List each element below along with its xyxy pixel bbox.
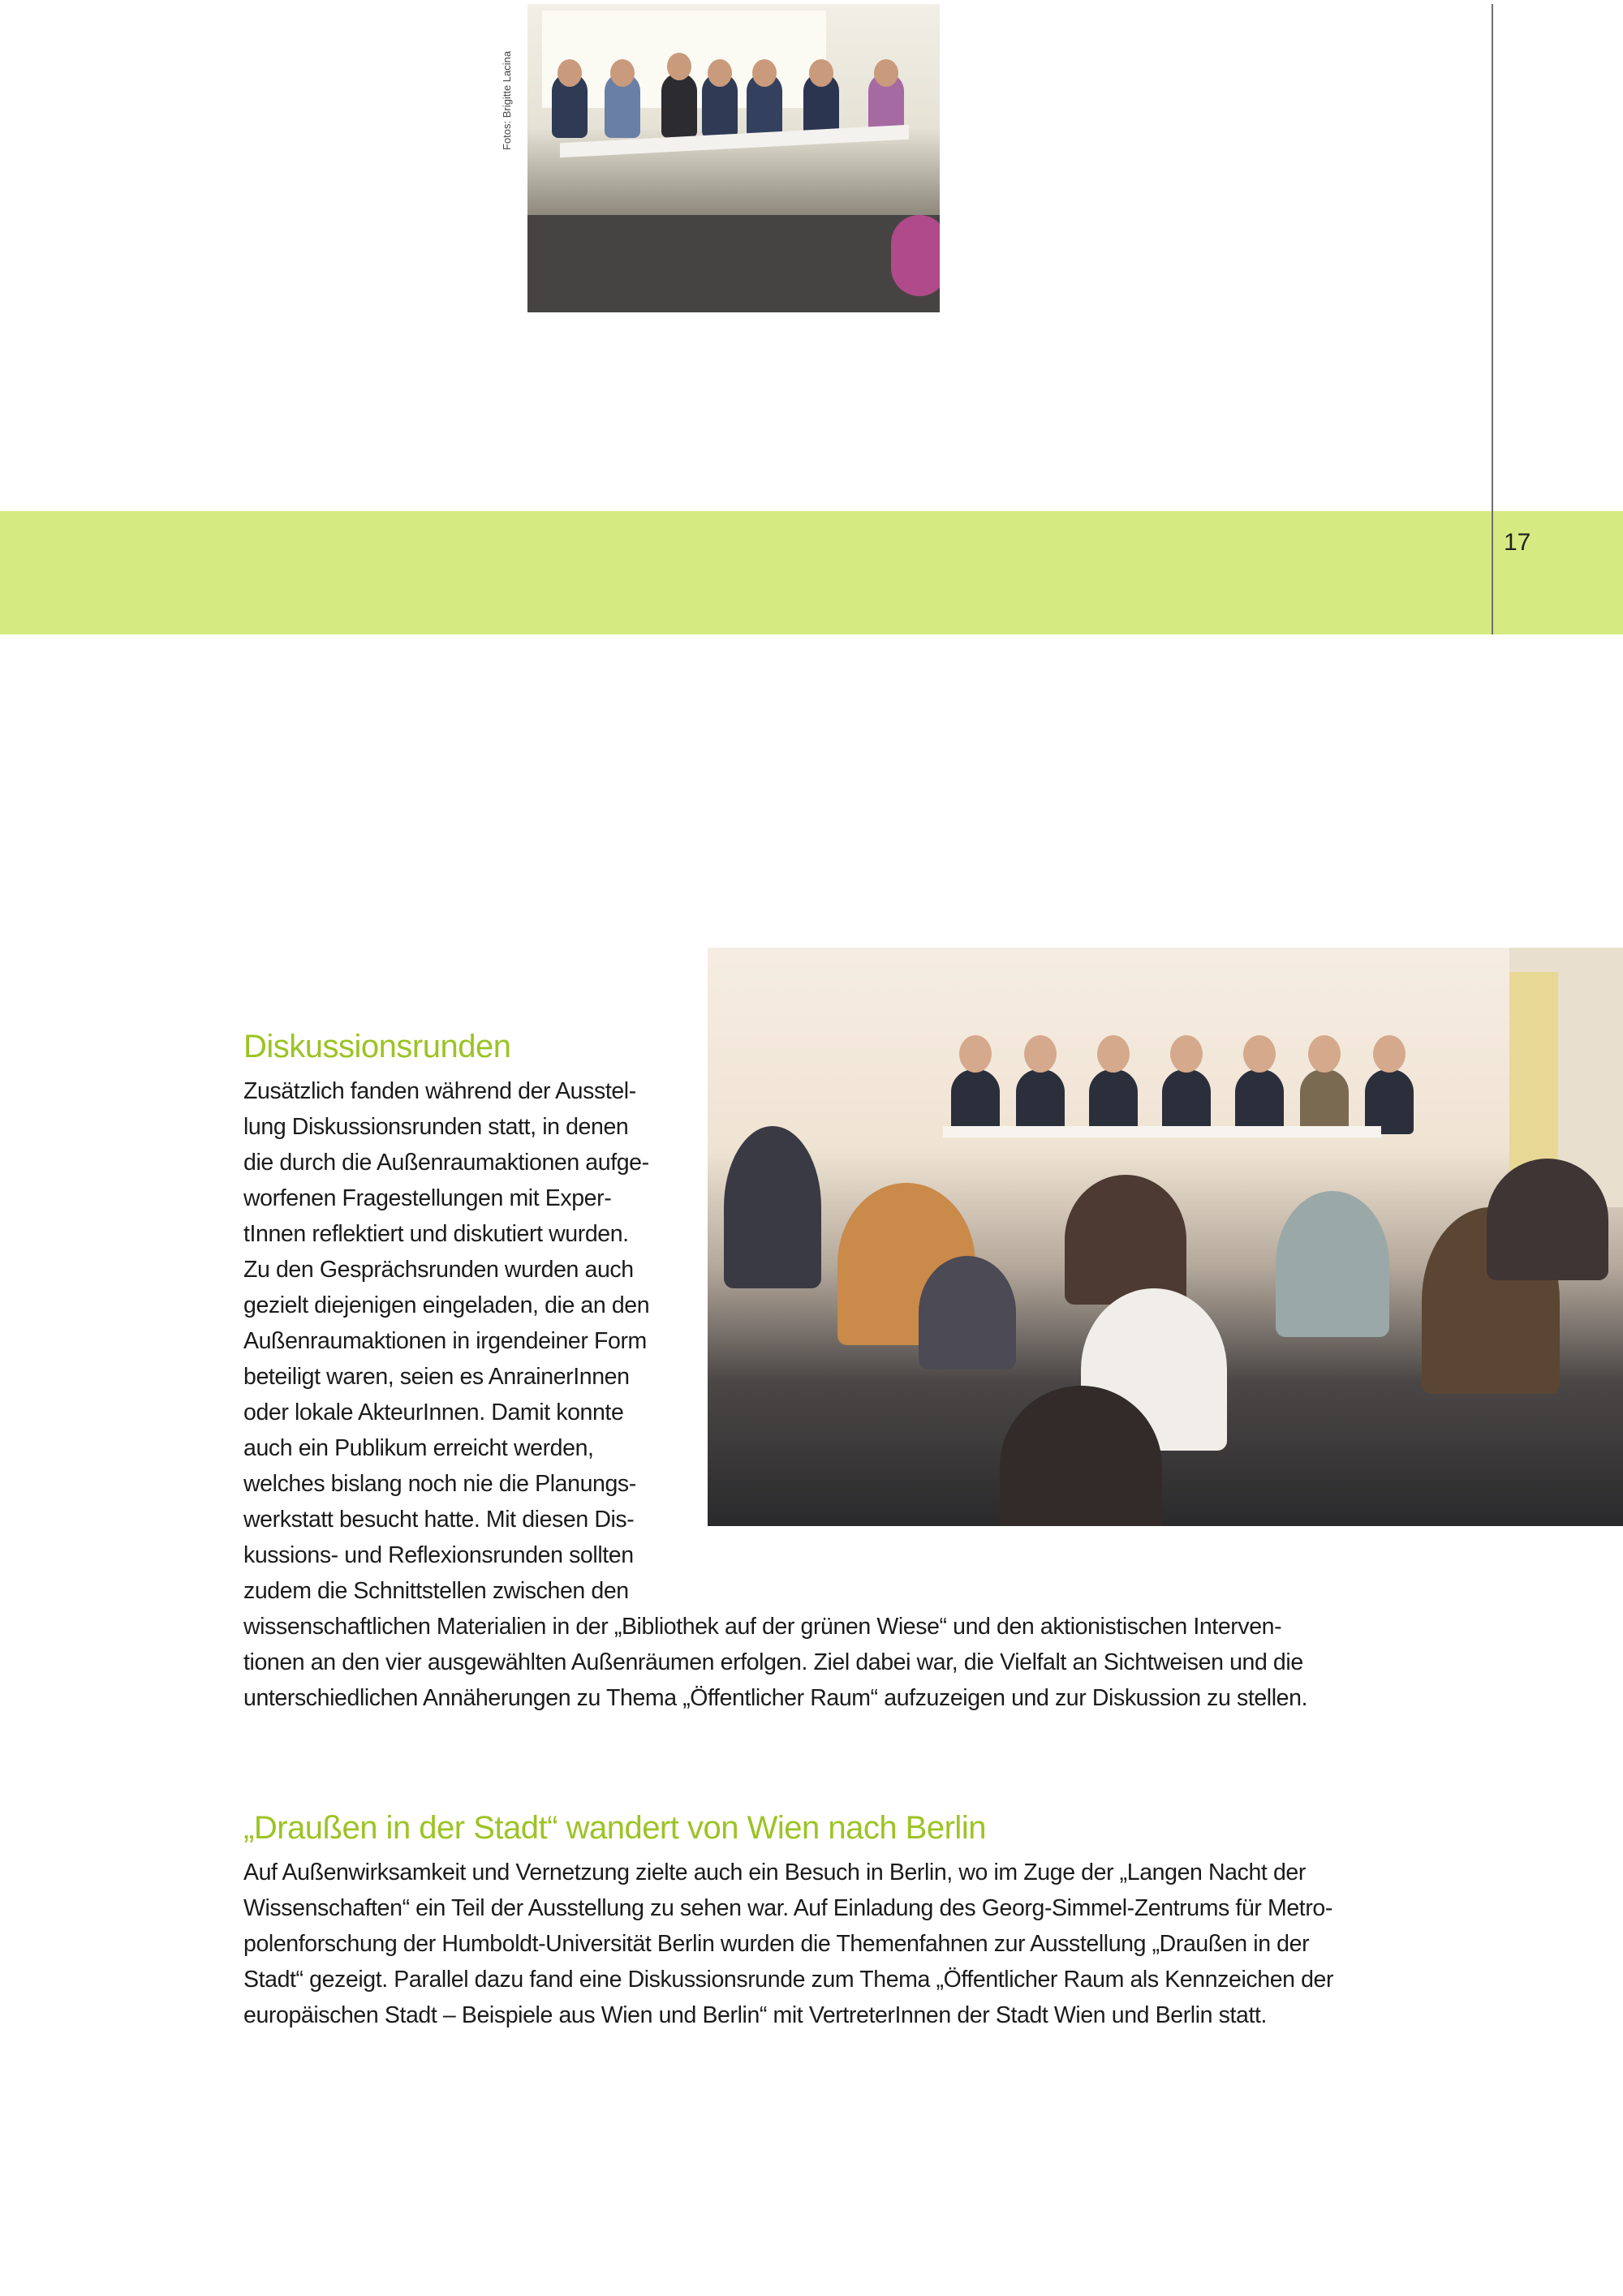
audience-figure <box>1487 1159 1608 1280</box>
panel-table <box>943 1126 1381 1137</box>
panelist-head <box>752 59 777 87</box>
panelist-head <box>1097 1035 1130 1073</box>
audience-figure <box>891 215 940 296</box>
panelist-head <box>1373 1035 1406 1073</box>
audience-figure <box>724 1126 821 1288</box>
panelist-head <box>1243 1035 1276 1073</box>
floor <box>527 215 940 312</box>
audience-photo <box>708 948 1623 1526</box>
panelist-figure <box>1162 1069 1211 1134</box>
text-line: zudem die Schnittstellen zwischen den <box>243 1578 629 1604</box>
panelist-head <box>1308 1035 1341 1073</box>
text-line: tionen an den vier ausgewählten Außenräumen erfolgen. Ziel dabei war, die Vielfalt an Sichtweisen und die <box>243 1649 1303 1675</box>
text-line: polenforschung der Humboldt-Universität Berlin wurden die Themenfahnen zur Ausstellung „Draußen in der <box>243 1931 1310 1957</box>
photo-credit: Fotos: Brigitte Lacina <box>501 50 513 150</box>
panelist-head <box>874 59 898 87</box>
audience-figure <box>919 1256 1016 1369</box>
green-band <box>0 511 1623 634</box>
section1-narrow-paragraph <box>243 1073 698 1609</box>
text-line: europäischen Stadt – Beispiele aus Wien und Berlin“ mit VertreterInnen der Stadt Wien und Berlin statt. <box>243 2002 1268 2028</box>
section2-paragraph <box>243 1855 1396 2033</box>
text-line: Wissenschaften“ ein Teil der Ausstellung zu sehen war. Auf Einladung des Georg-Simmel-Zentrums für Metro- <box>243 1895 1332 1921</box>
panelist-head <box>809 59 833 87</box>
panelist-head <box>667 53 691 80</box>
page-number: 17 <box>1504 529 1531 556</box>
text-line: Stadt“ gezeigt. Parallel dazu fand eine Diskussionsrunde zum Thema „Öffentlicher Raum als Kennzeichen der <box>243 1967 1334 1993</box>
panelist-head <box>1024 1035 1057 1073</box>
section-heading-berlin: „Draußen in der Stadt“ wandert von Wien nach Berlin <box>243 1810 986 1846</box>
text-line: Auf Außenwirksamkeit und Vernetzung zielte auch ein Besuch in Berlin, wo im Zuge der „Langen Nacht der <box>243 1860 1306 1885</box>
panelist-figure <box>1016 1069 1065 1134</box>
text-line: beteiligt waren, seien es AnrainerInnen <box>243 1364 630 1390</box>
panelist-figure <box>661 73 697 138</box>
panelist-head <box>959 1035 992 1073</box>
audience-figure <box>1065 1175 1186 1305</box>
text-line: werkstatt besucht hatte. Mit diesen Dis- <box>243 1507 635 1533</box>
text-line: kussions- und Reflexionsrunden sollten <box>243 1542 634 1568</box>
text-line: die durch die Außenraumaktionen aufge- <box>243 1150 649 1176</box>
panelist-figure <box>951 1069 1000 1134</box>
section-heading-diskussionsrunden: Diskussionsrunden <box>243 1029 511 1064</box>
text-line: unterschiedlichen Annäherungen zu Thema „Öffentlicher Raum“ aufzuzeigen und zur Diskussion zu stellen. <box>243 1685 1308 1711</box>
text-line: gezielt diejenigen eingeladen, die an den <box>243 1292 650 1318</box>
text-line: oder lokale AkteurInnen. Damit konnte <box>243 1400 624 1425</box>
panel-photo-top <box>527 4 940 312</box>
panelist-figure <box>1089 1069 1138 1134</box>
margin-line <box>1492 4 1493 634</box>
panelist-figure <box>1235 1069 1284 1134</box>
panelist-head <box>708 59 732 87</box>
text-line: Zu den Gesprächsrunden wurden auch <box>243 1257 634 1283</box>
panelist-head <box>1170 1035 1203 1073</box>
section1-wide-paragraph <box>243 1609 1396 1716</box>
panelist-figure <box>1365 1069 1414 1134</box>
text-line: wissenschaftlichen Materialien in der „Bibliothek auf der grünen Wiese“ und den aktionistischen Interven- <box>243 1614 1282 1640</box>
text-line: welches bislang noch nie die Planungs- <box>243 1471 636 1497</box>
text-line: Außenraumaktionen in irgendeiner Form <box>243 1328 647 1354</box>
text-line: auch ein Publikum erreicht werden, <box>243 1435 594 1461</box>
audience-figure <box>1276 1191 1389 1337</box>
panelist-head <box>610 59 635 87</box>
panelist-figure <box>1300 1069 1349 1134</box>
panelist-head <box>558 59 582 87</box>
text-line: lung Diskussionsrunden statt, in denen <box>243 1114 629 1140</box>
text-line: worfenen Fragestellungen mit Exper- <box>243 1185 612 1211</box>
text-line: Zusätzlich fanden während der Ausstel- <box>243 1078 636 1104</box>
text-line: tInnen reflektiert und diskutiert wurden. <box>243 1221 629 1247</box>
